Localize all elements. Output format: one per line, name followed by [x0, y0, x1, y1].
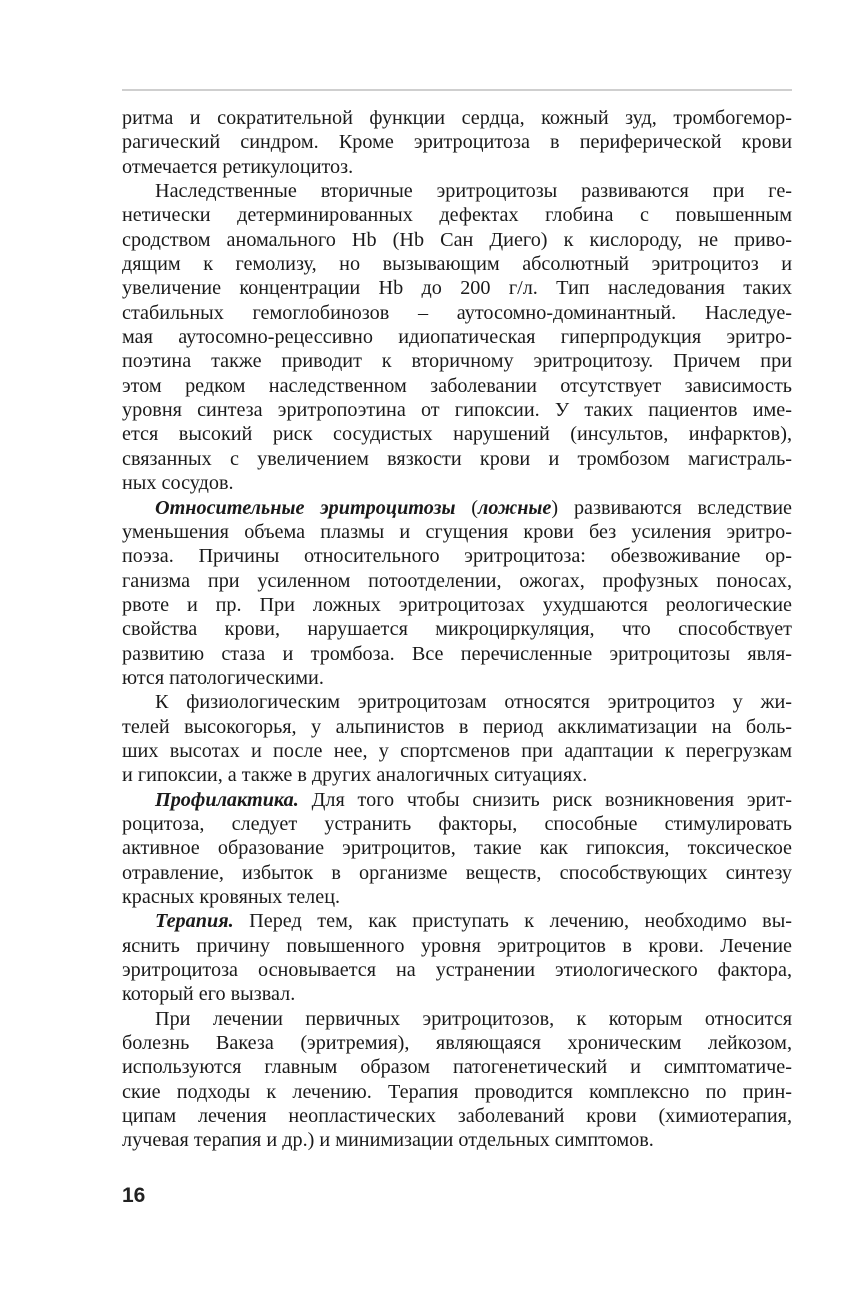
text-line: яснить причину повышенного уровня эритроцитов в крови. Лечение	[122, 934, 792, 957]
paragraph	[122, 106, 792, 179]
text-line: рагический синдром. Кроме эритроцитоза в периферической крови	[122, 131, 792, 154]
text-line	[122, 788, 792, 812]
text-line: дящим к гемолизу, но вызывающим абсолютный эритроцитоз и	[122, 253, 792, 276]
text-line: ших высотах и после нее, у спортсменов при адаптации к перегрузкам	[122, 739, 792, 762]
text-line: который его вызвал.	[122, 983, 296, 1006]
paragraph	[122, 496, 792, 691]
term-heading: Терапия.	[155, 910, 234, 933]
text-line: отравление, избыток в организме веществ, способствующих синтезу	[122, 861, 792, 884]
text-line: ных сосудов.	[122, 472, 234, 495]
text-line: рвоте и пр. При ложных эритроцитозах ухудшаются реологические	[122, 593, 792, 616]
text-line: ципам лечения неопластических заболеваний крови (химиотерапия,	[122, 1105, 792, 1128]
text-line: уровня синтеза эритропоэтина от гипоксии. У таких пациентов име-	[122, 399, 792, 422]
term-bracket-close: )	[551, 496, 559, 519]
paragraph	[122, 179, 792, 495]
page-body	[122, 106, 792, 1153]
text-line: связанных с увеличением вязкости крови и тромбозом магистраль-	[122, 447, 792, 470]
text-line: увеличение концентрации Hb до 200 г/л. Тип наследования таких	[122, 277, 792, 300]
text-line: нетически детерминированных дефектах глобина с повышенным	[122, 204, 792, 227]
text-line: лучевая терапия и др.) и минимизации отдельных симптомов.	[122, 1129, 654, 1152]
text-line	[122, 909, 792, 933]
paragraph	[122, 788, 792, 910]
page-number: 16	[122, 1184, 146, 1207]
text-line: эритроцитоза основывается на устранении этиологического фактора,	[122, 959, 792, 982]
paragraph	[122, 690, 792, 787]
text-line: используются главным образом патогенетический и симптоматиче-	[122, 1056, 792, 1079]
text-line	[122, 496, 792, 520]
text-line: уменьшения объема плазмы и сгущения крови без усиления эритро-	[122, 520, 792, 543]
text-line: ритма и сократительной функции сердца, кожный зуд, тромбогемор-	[122, 107, 792, 129]
text-line: ские подходы к лечению. Терапия проводится комплексно по прин-	[122, 1080, 792, 1103]
text-line: При лечении первичных эритроцитозов, к которым относится	[155, 1007, 792, 1030]
text-run: развиваются вследствие	[558, 496, 792, 519]
text-line: сродством аномального Hb (Hb Сан Диего) к кислороду, не приво-	[122, 228, 792, 251]
text-line: красных кровяных телец.	[122, 886, 341, 908]
text-line: ются патологическими.	[122, 666, 324, 689]
text-line: поэза. Причины относительного эритроцитоза: обезвоживание ор-	[122, 545, 792, 568]
text-line: поэтина также приводит к вторичному эритроцитозу. Причем при	[122, 350, 792, 373]
text-line: ется высокий риск сосудистых нарушений (инсультов, инфарктов),	[122, 423, 792, 446]
text-line: болезнь Вакеза (эритремия), являющаяся хроническим лейкозом,	[122, 1032, 792, 1055]
text-line: этом редком наследственном заболевании отсутствует зависимость	[122, 374, 792, 397]
text-run: Перед тем, как приступать к лечению, необходимо вы-	[233, 910, 792, 933]
term-heading: Относительные эритроцитозы	[155, 496, 456, 519]
text-line: отмечается ретикулоцитоз.	[122, 155, 354, 178]
text-line: свойства крови, нарушается микроциркуляция, что способствует	[122, 618, 792, 641]
text-line: телей высокогорья, у альпинистов в период акклиматизации на боль-	[122, 715, 792, 738]
text-run: Для того чтобы снизить риск возникновения эрит-	[298, 788, 792, 811]
text-line: роцитоза, следует устранить факторы, способные стимулировать	[122, 812, 792, 835]
text-line: К физиологическим эритроцитозам относятся эритроцитоз у жи-	[155, 691, 792, 714]
header-rule	[122, 89, 792, 91]
paragraph	[122, 1007, 792, 1153]
text-line: ганизма при усиленном потоотделении, ожогах, профузных поносах,	[122, 569, 792, 592]
text-line: развитию стаза и тромбоза. Все перечисленные эритроцитозы явля-	[122, 642, 792, 665]
term-heading: ложные	[478, 496, 552, 519]
text-line: активное образование эритроцитов, такие как гипоксия, токсическое	[122, 837, 792, 860]
term-heading: Профилактика.	[155, 788, 299, 811]
paragraph	[122, 909, 792, 1006]
text-line: мая аутосомно-рецессивно идиопатическая гиперпродукция эритро-	[122, 326, 792, 349]
text-line: стабильных гемоглобинозов – аутосомно-доминантный. Наследуе-	[122, 301, 792, 324]
term-bracket-open: (	[455, 496, 479, 519]
text-line: Наследственные вторичные эритроцитозы развиваются при ге-	[155, 180, 792, 203]
text-line: и гипоксии, а также в других аналогичных ситуациях.	[122, 764, 588, 787]
